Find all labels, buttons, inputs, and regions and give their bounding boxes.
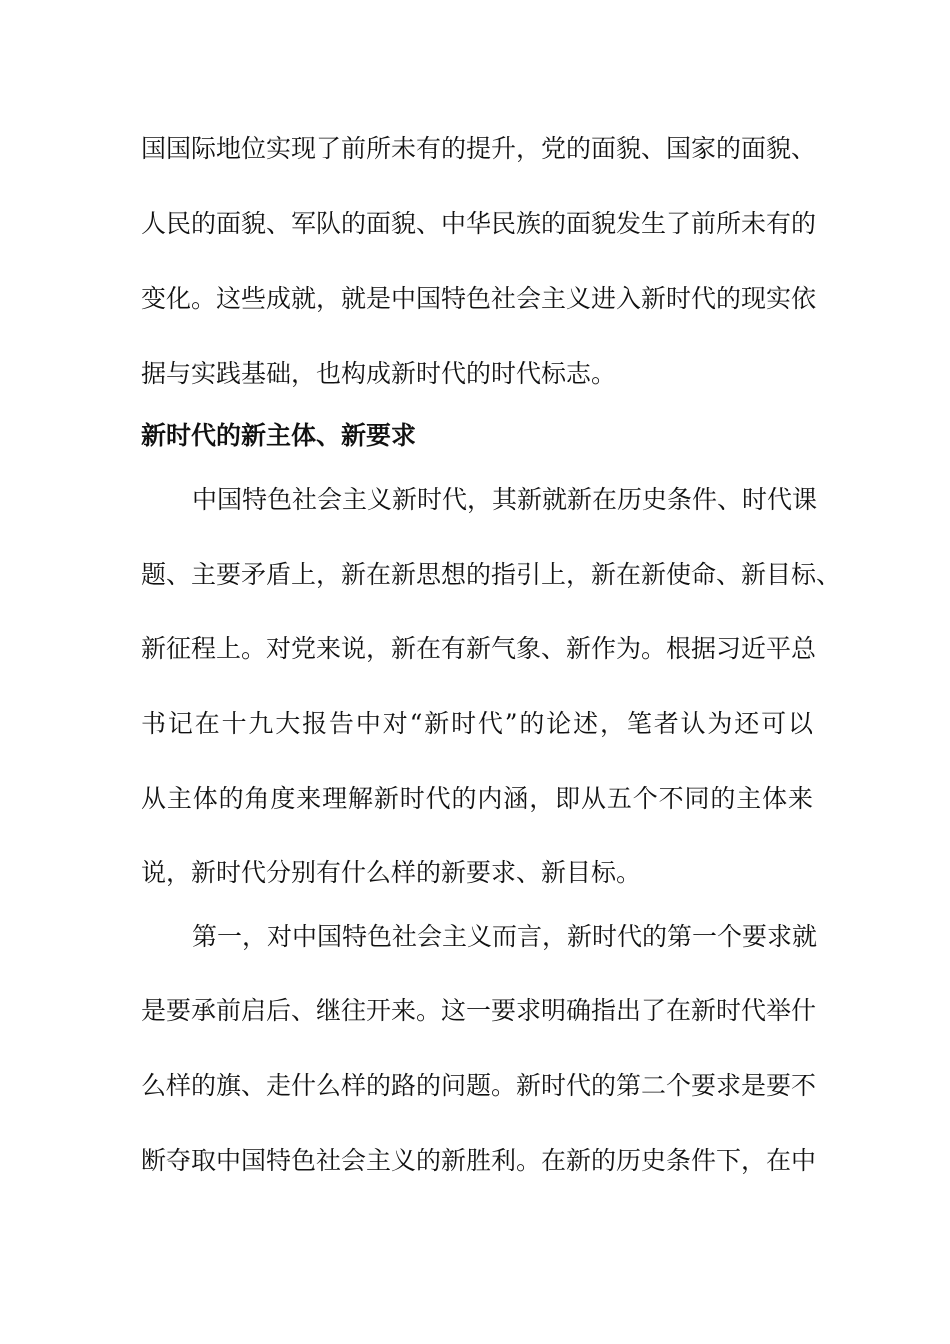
paragraph-3-line-3: 么样的旗、走什么样的路的问题。新时代的第二个要求是要不 <box>141 1071 817 1100</box>
section-heading: 新时代的新主体、新要求 <box>141 421 417 450</box>
paragraph-1-line-3: 变化。这些成就，就是中国特色社会主义进入新时代的现实依 <box>141 284 817 313</box>
paragraph-3-line-4: 断夺取中国特色社会主义的新胜利。在新的历史条件下，在中 <box>141 1146 817 1175</box>
paragraph-3-line-2: 是要承前启后、继往开来。这一要求明确指出了在新时代举什 <box>141 996 817 1025</box>
paragraph-2-line-2: 题、主要矛盾上，新在新思想的指引上，新在新使命、新目标、 <box>141 560 842 589</box>
paragraph-3-line-1: 第一，对中国特色社会主义而言，新时代的第一个要求就 <box>192 922 818 951</box>
paragraph-2-line-4: 书记在十九大报告中对“新时代”的论述，笔者认为还可以 <box>141 709 813 738</box>
paragraph-2-line-5: 从主体的角度来理解新时代的内涵，即从五个不同的主体来 <box>141 784 813 813</box>
paragraph-1-line-2: 人民的面貌、军队的面貌、中华民族的面貌发生了前所未有的 <box>141 209 817 238</box>
paragraph-2-line-3: 新征程上。对党来说，新在有新气象、新作为。根据习近平总 <box>141 634 817 663</box>
paragraph-1-line-1: 国国际地位实现了前所未有的提升，党的面貌、国家的面貌、 <box>141 134 817 163</box>
paragraph-2-line-6: 说，新时代分别有什么样的新要求、新目标。 <box>141 858 642 887</box>
paragraph-1-line-4: 据与实践基础，也构成新时代的时代标志。 <box>141 359 617 388</box>
paragraph-2-line-1: 中国特色社会主义新时代，其新就新在历史条件、时代课 <box>192 485 818 514</box>
